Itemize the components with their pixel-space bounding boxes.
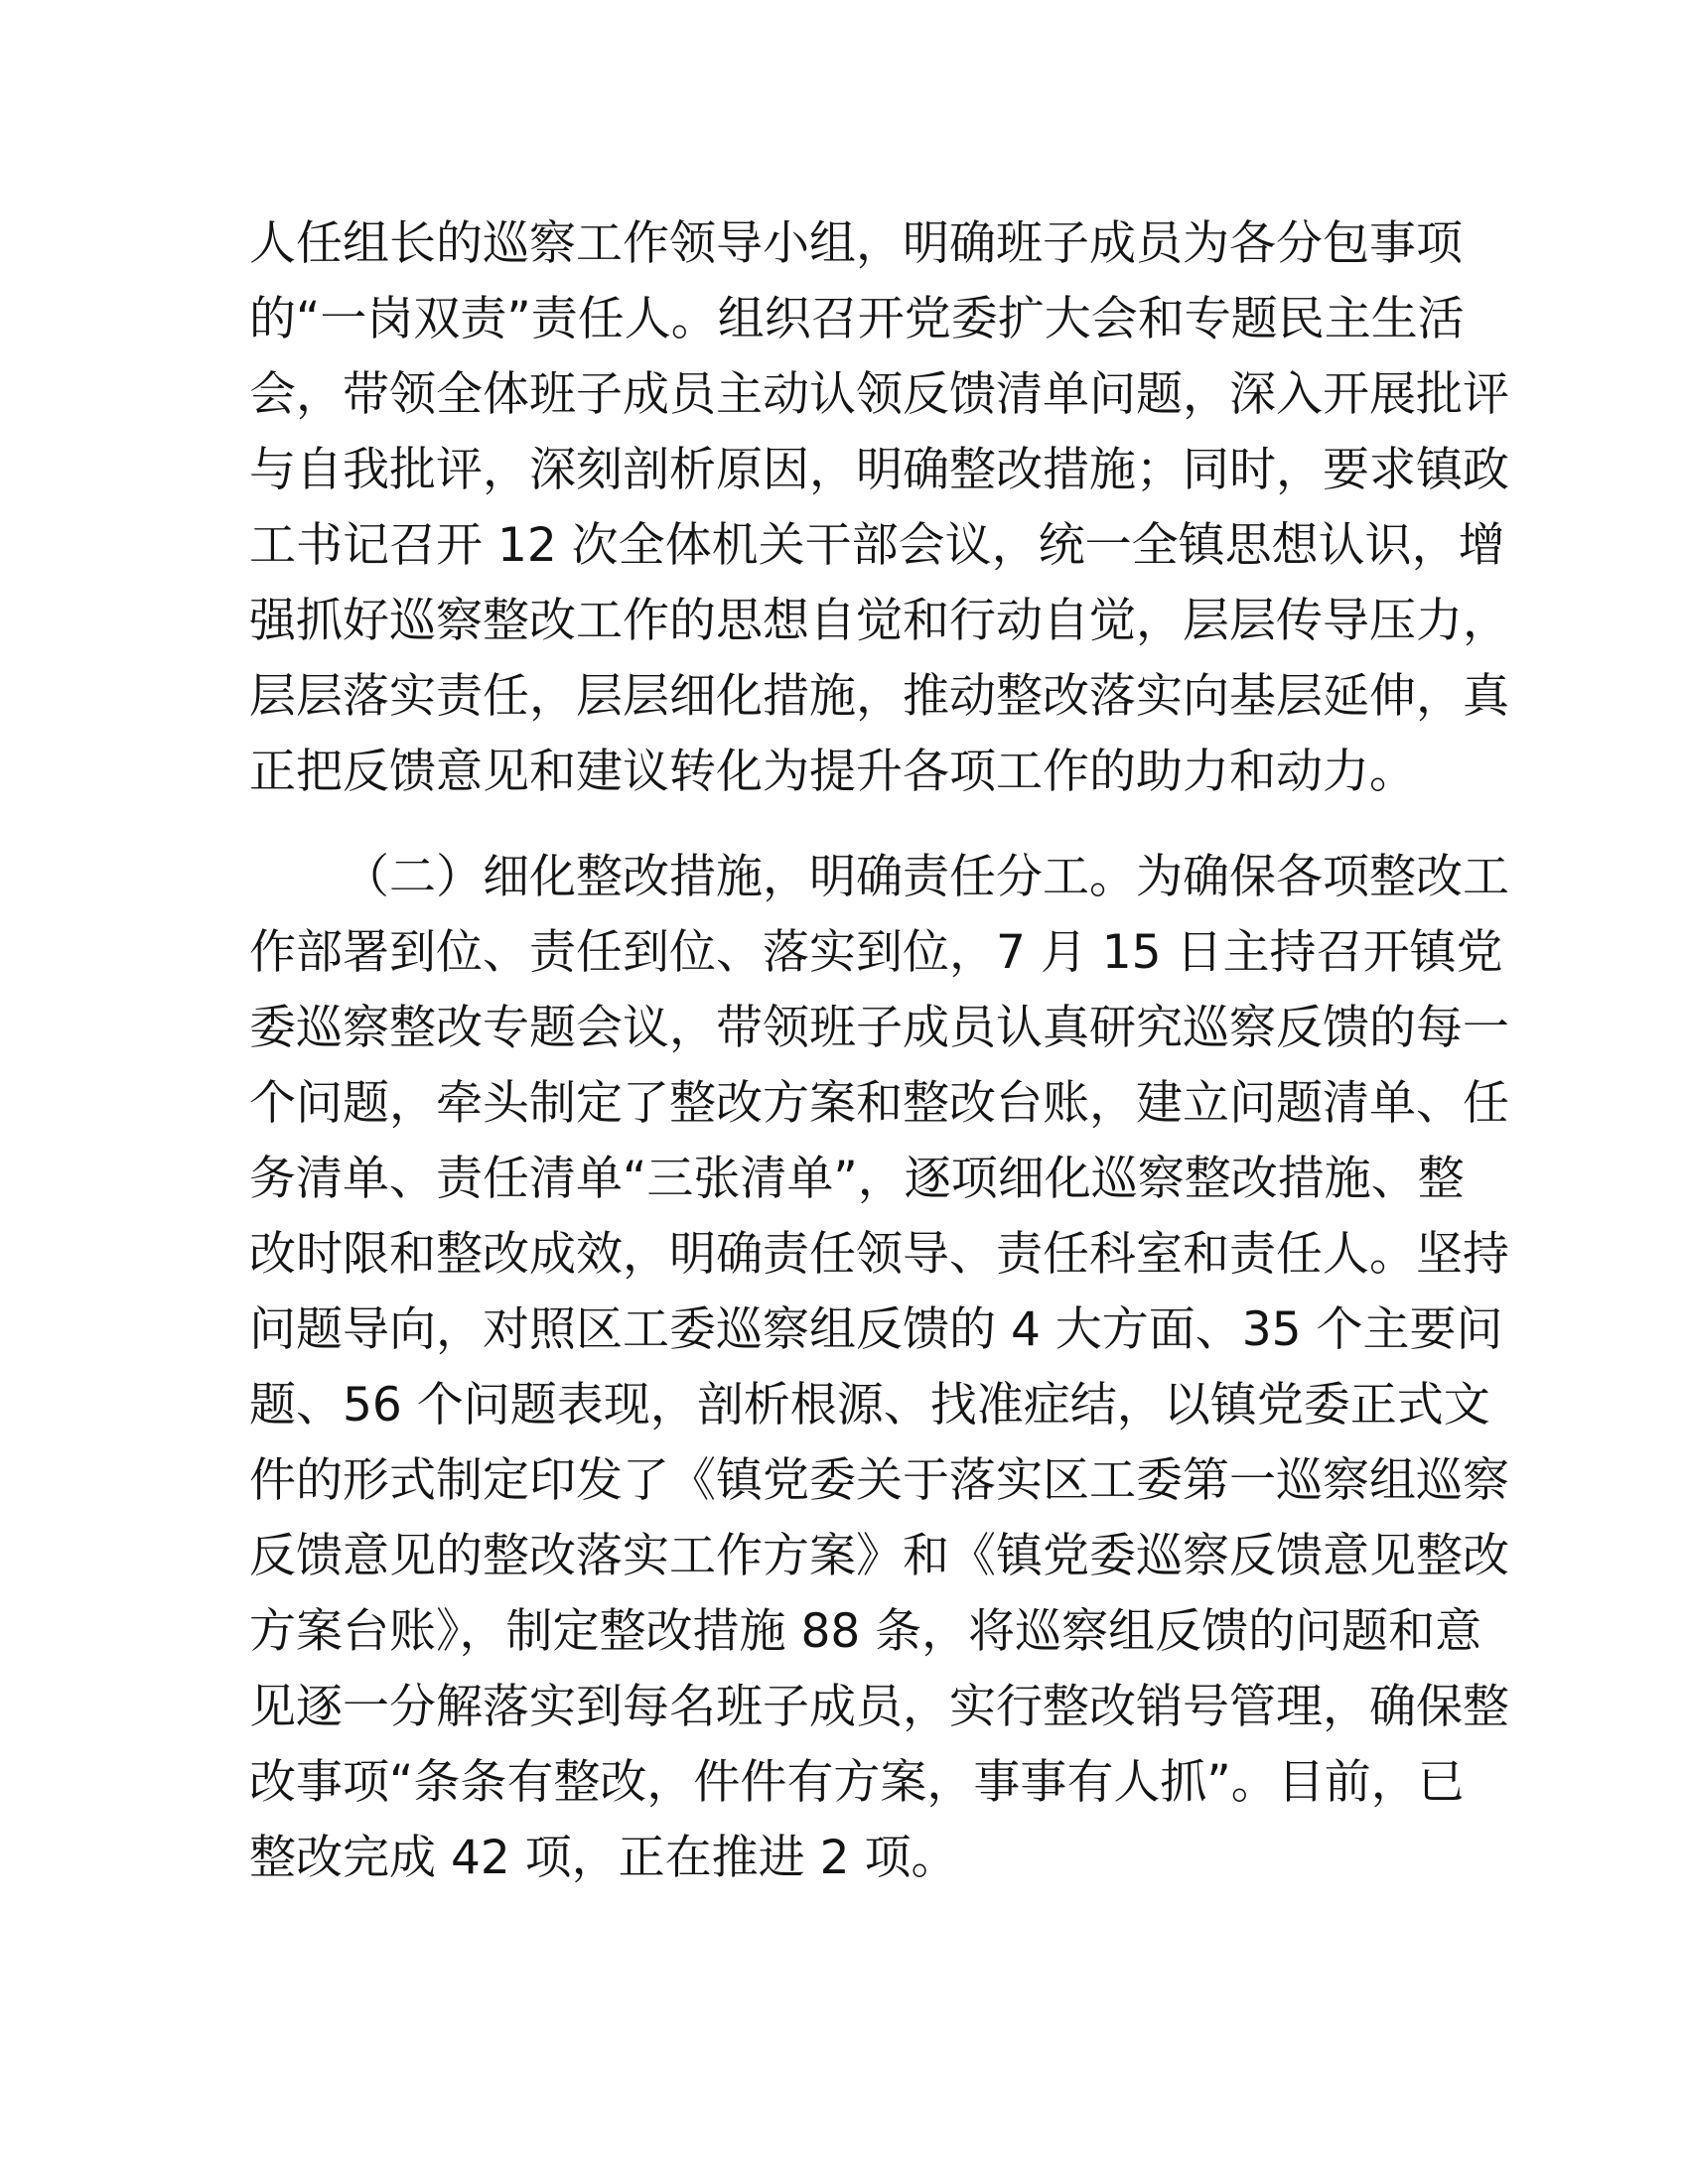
text-line: 改事项“条条有整改，件件有方案，事事有人抓”。目前，已 [249, 1755, 1465, 1810]
text-line: 题、56 个问题表现，剖析根源、找准症结，以镇党委正式文 [249, 1378, 1490, 1433]
text-line: 正把反馈意见和建议转化为提升各项工作的助力和动力。 [249, 745, 1416, 799]
text-line: 的“一岗双责”责任人。组织召开党委扩大会和专题民主生活 [249, 292, 1465, 346]
text-line: 个问题，牵头制定了整改方案和整改台账，建立问题清单、任 [249, 1076, 1509, 1131]
text-line: 方案台账》，制定整改措施 88 条，将巡察组反馈的问题和意 [249, 1604, 1482, 1659]
text-line: 件的形式制定印发了《镇党委关于落实区工委第一巡察组巡察 [249, 1453, 1509, 1508]
text-line: 见逐一分解落实到每名班子成员，实行整改销号管理，确保整 [249, 1680, 1509, 1734]
text-line: 反馈意见的整改落实工作方案》和《镇党委巡察反馈意见整改 [249, 1529, 1509, 1583]
text-line: 会，带领全体班子成员主动认领反馈清单问题，深入开展批评 [249, 367, 1509, 422]
section-heading-line: （二）细化整改措施，明确责任分工。为确保各项整改工 [343, 850, 1509, 904]
text-line: 委巡察整改专题会议，带领班子成员认真研究巡察反馈的每一 [249, 1001, 1509, 1055]
text-line: 务清单、责任清单“三张清单”，逐项细化巡察整改措施、整 [249, 1152, 1465, 1206]
text-line: 强抓好巡察整改工作的思想自觉和行动自觉，层层传导压力， [249, 594, 1509, 648]
text-line: 与自我批评，深刻剖析原因，明确整改措施；同时，要求镇政 [249, 443, 1509, 497]
text-line: 人任组长的巡察工作领导小组，明确班子成员为各分包事项 [249, 216, 1463, 271]
text-line: 作部署到位、责任到位、落实到位，7 月 15 日主持召开镇党 [249, 925, 1503, 980]
text-line: 改时限和整改成效，明确责任领导、责任科室和责任人。坚持 [249, 1227, 1509, 1282]
text-line: 问题导向，对照区工委巡察组反馈的 4 大方面、35 个主要问 [249, 1302, 1503, 1357]
text-line: 整改完成 42 项，正在推进 2 项。 [249, 1831, 958, 1885]
text-line: 层层落实责任，层层细化措施，推动整改落实向基层延伸，真 [249, 669, 1509, 724]
text-line: 工书记召开 12 次全体机关干部会议，统一全镇思想认识，增 [249, 518, 1505, 573]
